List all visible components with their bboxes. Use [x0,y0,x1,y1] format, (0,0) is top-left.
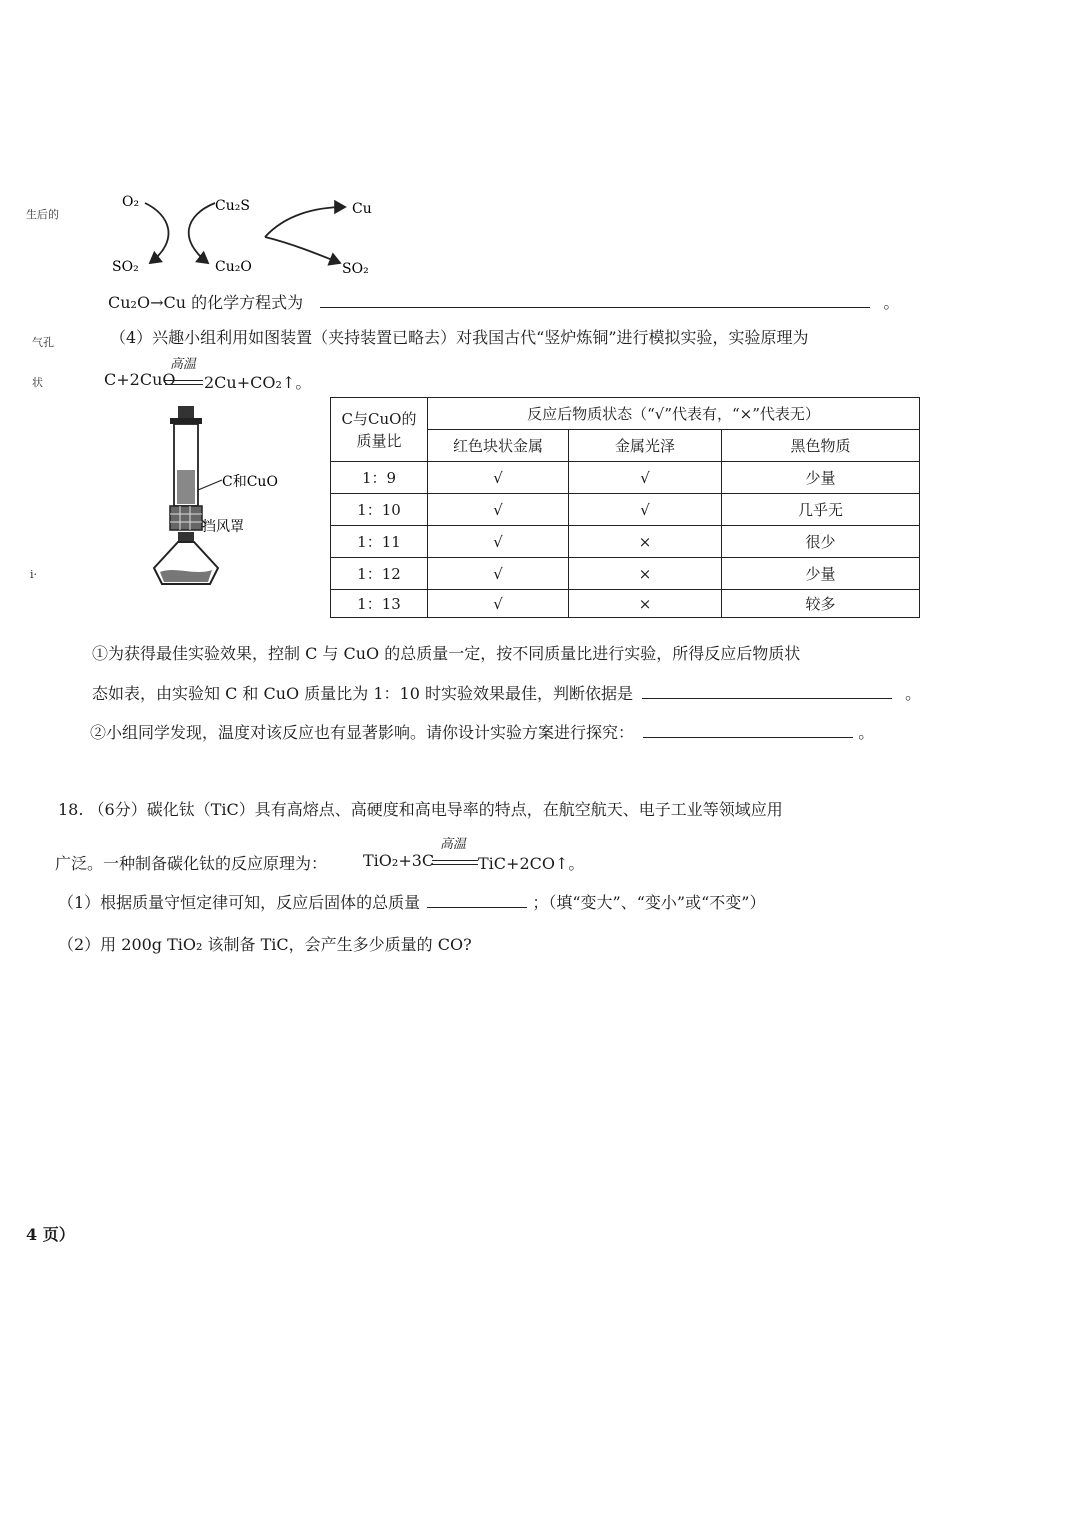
q4-eq-condition: 高温 [170,357,197,372]
table-row: 1：10 √ √ 几乎无 [331,494,920,526]
table-header-red-metal: 红色块状金属 [428,430,569,462]
label-so2-right: SO₂ [342,261,369,277]
q4-intro: （4）兴趣小组利用如图装置（夹持装置已略去）对我国古代“竖炉炼铜”进行模拟实验，实验原理为 [110,328,809,347]
sub2-end: 。 [858,723,875,742]
arrow-o2-to-so2 [145,203,169,263]
arrow-to-so2 [265,237,340,263]
label-cu2o: Cu₂O [215,259,252,275]
table-header-luster: 金属光泽 [569,430,722,462]
q18-eq-condition: 高温 [440,837,467,852]
answer-blank-criterion[interactable] [642,684,892,699]
cu2o-cu-end: 。 [883,293,900,312]
table-header-black: 黑色物质 [722,430,920,462]
q18-line2-prefix: 广泛。一种制备碳化钛的反应原理为： [55,854,328,873]
label-o2: O₂ [122,194,140,210]
q18-eq-right: TiC+2CO↑。 [478,854,585,873]
cu2o-cu-prefix: Cu₂O→Cu 的化学方程式为 [108,293,304,312]
q4-eq-right: 2Cu+CO₂↑。 [204,373,312,392]
wind-shield [170,506,202,530]
stopper [178,406,194,420]
reaction-cycle-diagram [100,185,400,285]
sub2-line [90,720,874,743]
sub2-text: ②小组同学发现，温度对该反应也有显著影响。请你设计实验方案进行探究： [90,723,635,742]
margin-fragment-1: 生后的 [26,208,59,221]
sub1-line2-text: 态如表，由实验知 C 和 CuO 质量比为 1：10 时实验效果最佳，判断依据是 [92,684,633,703]
answer-blank-experiment-plan[interactable] [643,723,853,738]
table-row: 1：11 √ × 很少 [331,526,920,558]
q18-part2: （2）用 200g TiO₂ 该制备 TiC，会产生多少质量的 CO? [58,935,472,954]
lamp-wick [178,532,194,542]
cu2o-cu-question [108,290,899,313]
sub1-end: 。 [905,684,922,703]
page-footer: 4 页） [26,1225,75,1244]
label-wind-shield: 挡风罩 [202,519,244,535]
q18-part1-suffix: ；（填“变大”、“变小”或“不变”） [532,893,766,912]
sub1-line2 [92,681,921,704]
sub1-line1: ①为获得最佳实验效果，控制 C 与 CuO 的总质量一定，按不同质量比进行实验，所得反应后物质状 [92,644,801,663]
table-row: 1：9 √ √ 少量 [331,462,920,494]
margin-fragment-2: 气孔 [32,336,54,349]
answer-blank-cu2o-equation[interactable] [320,293,870,308]
results-table [330,397,920,618]
margin-fragment-3: 状 [32,376,43,389]
table-row: 1：12 √ × 少量 [331,558,920,590]
label-c-and-cuo: C和CuO [222,474,278,490]
q18-part1-prefix: （1）根据质量守恒定律可知，反应后固体的总质量 [58,893,421,912]
label-cu: Cu [352,201,372,217]
table-row: 1：13 √ × 较多 [331,590,920,618]
arrow-to-cu [265,207,345,237]
table-header-ratio: C与CuO的 质量比 [331,398,428,462]
answer-blank-mass-change[interactable] [427,893,527,908]
arrow-cu2s-to-cu2o [189,203,215,263]
label-cu2s: Cu₂S [215,198,250,214]
table-header-group: 反应后物质状态（“√”代表有，“×”代表无） [428,398,920,430]
q4-eq-left: C+2CuO [104,370,176,389]
q18-eq-sign [432,860,478,865]
label-so2-left: SO₂ [112,259,139,275]
q18-line1: 18. （6分）碳化钛（TiC）具有高熔点、高硬度和高电导率的特点，在航空航天、电子工业等领域应用 [58,800,783,819]
q18-part1 [58,890,765,913]
q4-eq-sign [165,380,203,385]
apparatus-diagram [140,400,320,595]
reactant-mix [177,470,195,504]
q18-eq-left: TiO₂+3C [363,851,435,870]
margin-fragment-4: i· [30,568,38,581]
lamp-fuel [160,570,212,582]
